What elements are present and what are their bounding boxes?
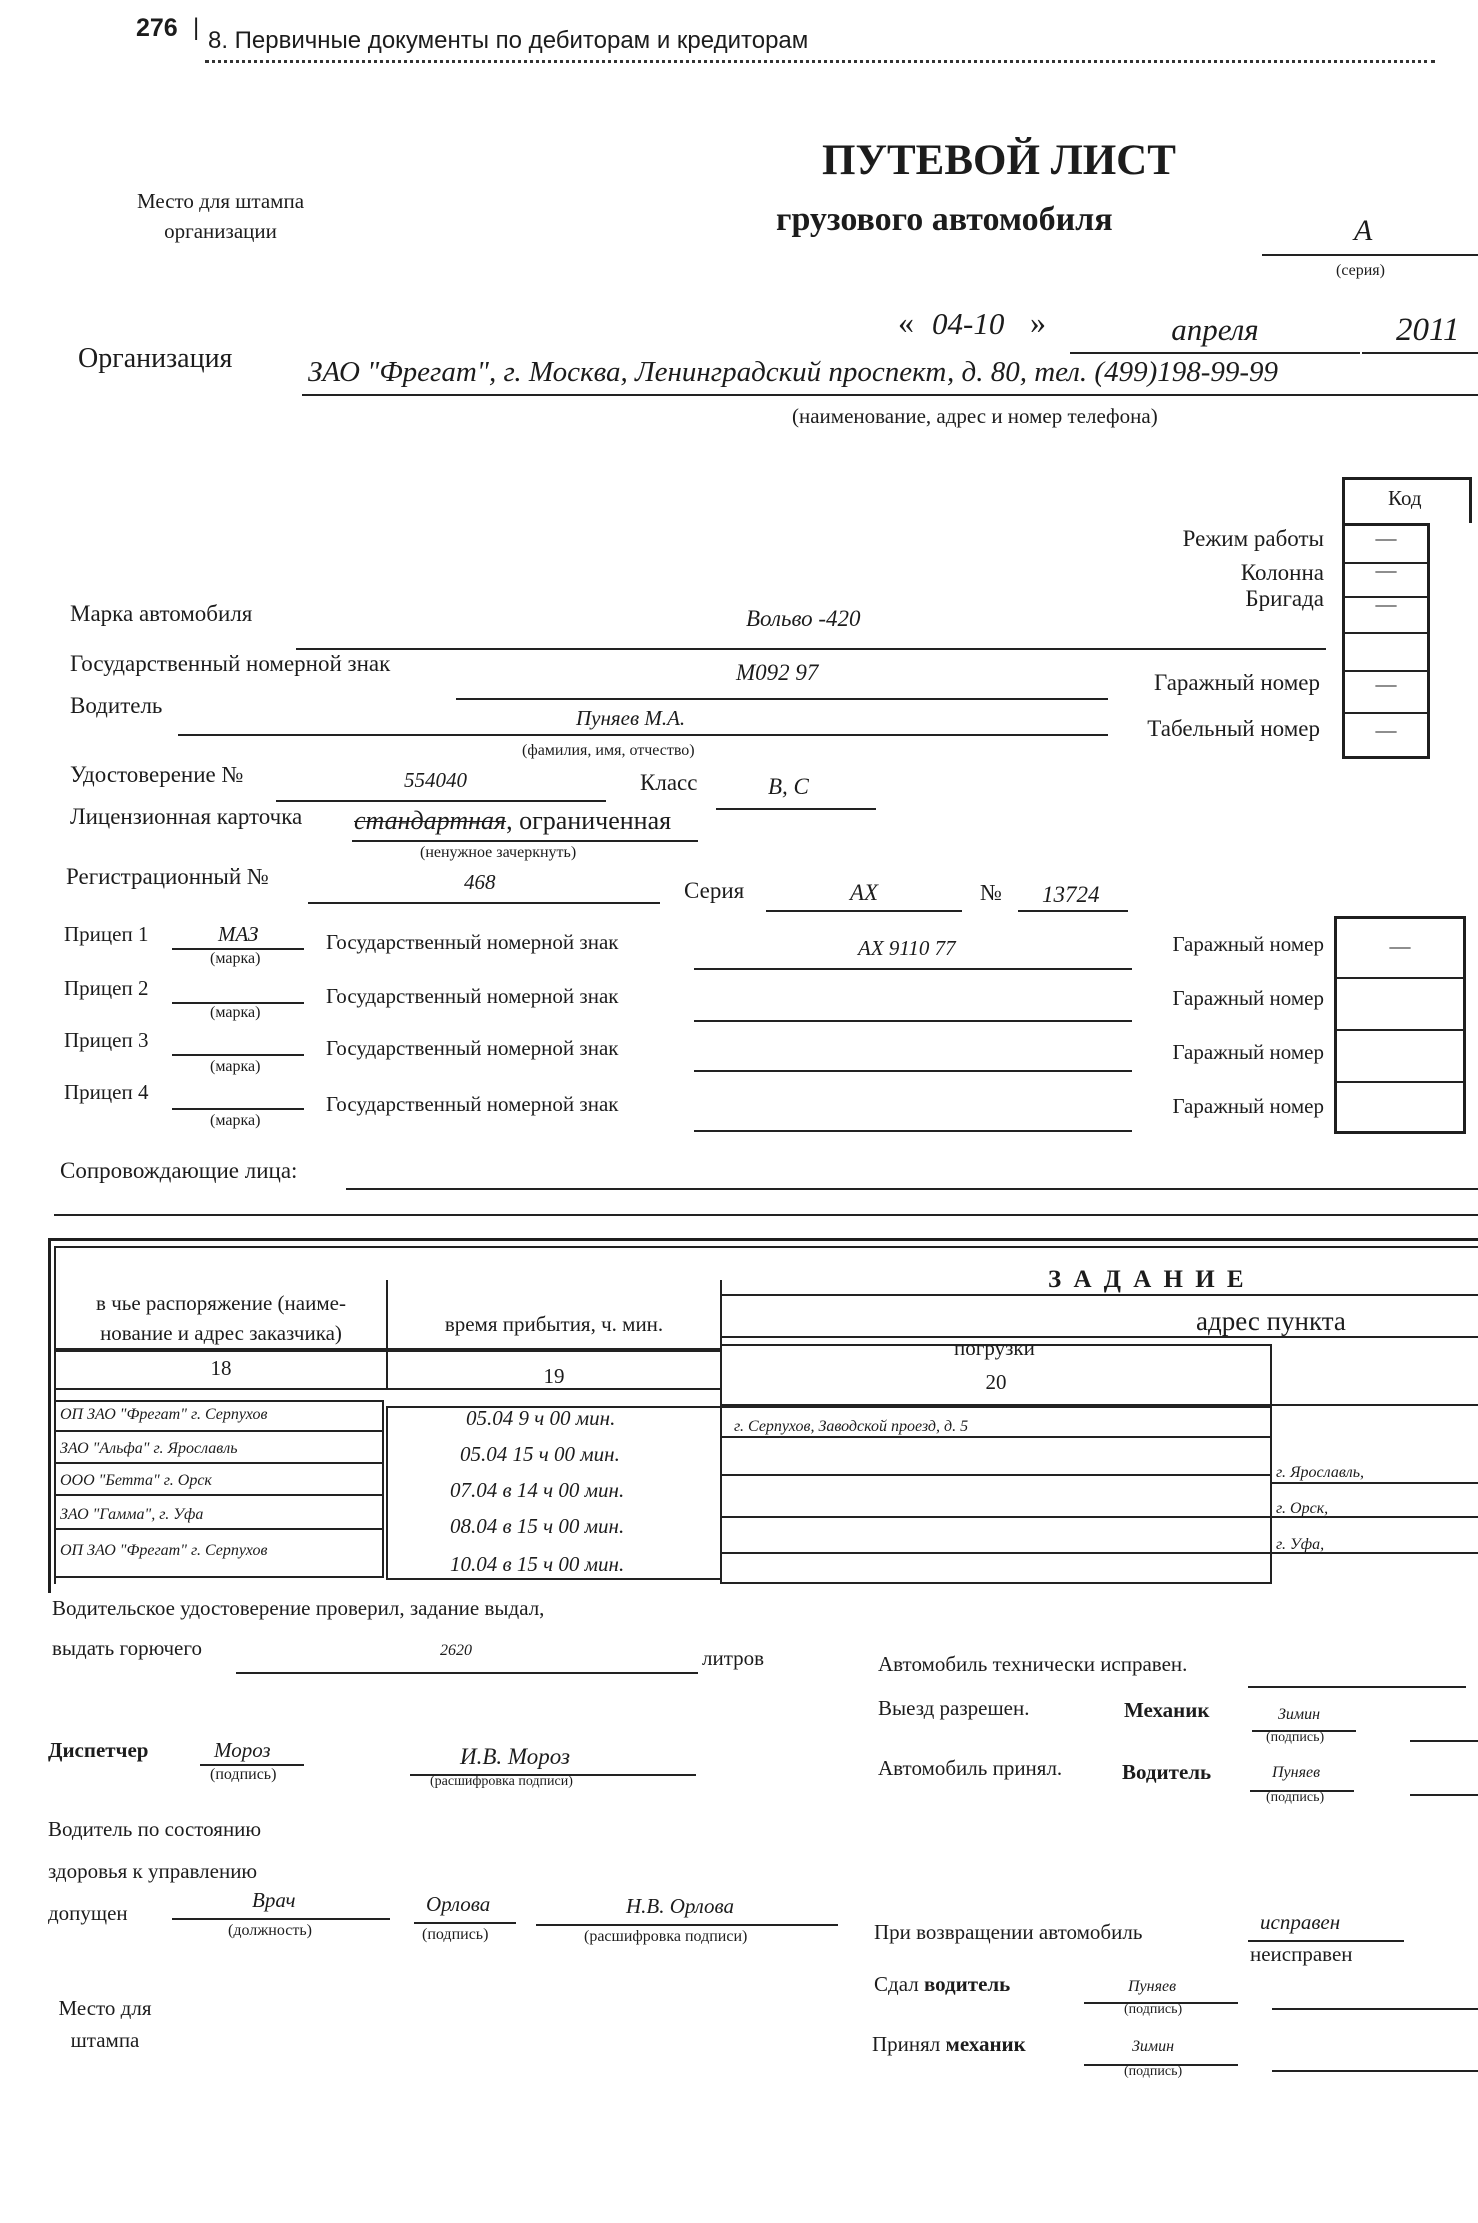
col2-header: время прибытия, ч. мин. bbox=[444, 1312, 664, 1336]
stamp-place-line-2: организации bbox=[164, 219, 277, 243]
row-1-loading: г. Серпухов, Заводской проезд, д. 5 bbox=[734, 1418, 969, 1435]
handed-word: Сдал bbox=[874, 1972, 919, 1996]
handed-extra-line bbox=[1272, 2008, 1478, 2010]
col3-header: адрес пункта bbox=[1196, 1306, 1346, 1336]
loading-rule-4 bbox=[720, 1552, 1272, 1554]
col3-number: 20 bbox=[985, 1370, 1007, 1394]
date-year: 2011 bbox=[1396, 312, 1460, 348]
driver-sign-label: Водитель bbox=[1122, 1760, 1212, 1784]
trailer-1-garage: — bbox=[1389, 934, 1411, 958]
trailer-4-brand-caption: (марка) bbox=[210, 1112, 261, 1129]
col3-sub: погрузки bbox=[954, 1336, 1035, 1360]
trailer-1-plate: АХ 9110 77 bbox=[858, 936, 956, 960]
row-2-unloading: г. Ярославль, bbox=[1276, 1464, 1365, 1481]
stamp-place-top bbox=[108, 186, 333, 246]
trailer-1-brand-caption: (марка) bbox=[210, 950, 261, 967]
col3-header-rule bbox=[722, 1336, 1478, 1338]
code-work-mode: — bbox=[1375, 526, 1397, 550]
license-line bbox=[276, 800, 606, 802]
trailer-3-plate-line bbox=[694, 1070, 1132, 1072]
handed-label bbox=[874, 1972, 1010, 1997]
received-label bbox=[872, 2032, 1026, 2057]
class-value: В, С bbox=[768, 774, 809, 799]
reg-series-label: Серия bbox=[684, 878, 745, 903]
doctor-sign-caption: (подпись) bbox=[422, 1926, 489, 1943]
series-line bbox=[1262, 254, 1478, 256]
trailer-2-brand-caption: (марка) bbox=[210, 1004, 261, 1021]
trailer-1-plate-line bbox=[694, 968, 1132, 970]
task-title: З А Д А Н И Е bbox=[1048, 1266, 1247, 1293]
exit-ok-text: Выезд разрешен. bbox=[878, 1696, 1030, 1720]
handed-sign-caption: (подпись) bbox=[1124, 2002, 1183, 2017]
date-year-line bbox=[1362, 352, 1478, 354]
received-role: механик bbox=[945, 2032, 1026, 2056]
return-bad: неисправен bbox=[1250, 1942, 1353, 1966]
doctor-position-line bbox=[172, 1918, 390, 1920]
column-label: Колонна bbox=[1240, 560, 1324, 585]
document-subtitle: грузового автомобиля bbox=[776, 201, 1113, 238]
doctor-decode-caption: (расшифровка подписи) bbox=[584, 1928, 748, 1945]
license-value: 554040 bbox=[404, 768, 467, 792]
organization-value: ЗАО "Фрегат", г. Москва, Ленинградский проспект, д. 80, тел. (499)198-99-99 bbox=[308, 356, 1279, 388]
date-day: 04-10 bbox=[932, 306, 1005, 341]
card-limited: , ограниченная bbox=[506, 806, 672, 835]
reg-label: Регистрационный № bbox=[66, 864, 269, 889]
driver-value: Пуняев М.А. bbox=[576, 706, 686, 730]
reg-num-label: № bbox=[980, 880, 1002, 905]
return-ok: исправен bbox=[1260, 1910, 1341, 1934]
reg-line bbox=[308, 902, 660, 904]
received-sign: Зимин bbox=[1132, 2038, 1175, 2055]
organization-label: Организация bbox=[78, 343, 233, 374]
card-label: Лицензионная карточка bbox=[70, 804, 303, 829]
row-4-unloading: г. Уфа, bbox=[1276, 1536, 1325, 1553]
mechanic-sign: Зимин bbox=[1278, 1706, 1321, 1723]
mechanic-extra-line bbox=[1410, 1740, 1478, 1742]
dispatcher-name: И.В. Мороз bbox=[460, 1744, 570, 1769]
row-4-time: 08.04 в 15 ч 00 мин. bbox=[450, 1514, 625, 1538]
return-label: При возвращении автомобиль bbox=[874, 1920, 1143, 1944]
trailer-2-label: Прицеп 2 bbox=[64, 976, 149, 1000]
trailer-2-plate-label: Государственный номерной знак bbox=[326, 984, 619, 1008]
doctor-position-caption: (должность) bbox=[228, 1922, 312, 1939]
fuel-unit: литров bbox=[702, 1646, 765, 1670]
mechanic-sign-caption: (подпись) bbox=[1266, 1730, 1325, 1745]
escort-line-1 bbox=[346, 1188, 1478, 1190]
code-garage-number: — bbox=[1375, 672, 1397, 696]
organization-caption: (наименование, адрес и номер телефона) bbox=[792, 404, 1158, 428]
row-3-customer: ООО "Бетта" г. Орск bbox=[60, 1472, 212, 1489]
trailer-1-brand: МАЗ bbox=[218, 922, 259, 946]
row-1-time: 05.04 9 ч 00 мин. bbox=[466, 1406, 616, 1430]
row-5-time: 10.04 в 15 ч 00 мин. bbox=[450, 1552, 625, 1576]
accepted-text: Автомобиль принял. bbox=[878, 1756, 1063, 1780]
dispatcher-sign: Мороз bbox=[214, 1738, 271, 1762]
trailer-4-brand-line bbox=[172, 1108, 304, 1110]
driver-line bbox=[178, 734, 1108, 736]
doctor-sign: Орлова bbox=[426, 1892, 491, 1916]
trailer-2-plate-line bbox=[694, 1020, 1132, 1022]
unloading-rule-1 bbox=[1272, 1482, 1478, 1484]
card-caption: (ненужное зачеркнуть) bbox=[420, 844, 577, 861]
fuel-line bbox=[236, 1672, 698, 1674]
date-month: апреля bbox=[1171, 312, 1259, 347]
handed-role: водитель bbox=[923, 1972, 1011, 1996]
driver-caption: (фамилия, имя, отчество) bbox=[522, 742, 695, 759]
organization-line bbox=[302, 394, 1478, 396]
reg-series-value: АХ bbox=[850, 880, 879, 905]
driver-sign-caption: (подпись) bbox=[1266, 1790, 1325, 1805]
row-4-customer: ЗАО "Гамма", г. Уфа bbox=[60, 1506, 204, 1523]
health-line-2: здоровья к управлению bbox=[48, 1859, 258, 1883]
document-title: ПУТЕВОЙ ЛИСТ bbox=[822, 137, 1176, 184]
trailer-3-garage-label: Гаражный номер bbox=[1172, 1040, 1324, 1064]
driver-sign: Пуняев bbox=[1272, 1764, 1321, 1781]
received-sign-caption: (подпись) bbox=[1124, 2064, 1183, 2079]
reg-num-value: 13724 bbox=[1042, 882, 1100, 907]
fuel-label: выдать горючего bbox=[52, 1636, 202, 1660]
trailer-4-label: Прицеп 4 bbox=[64, 1080, 149, 1104]
work-mode-label: Режим работы bbox=[1182, 526, 1324, 551]
brigade-label: Бригада bbox=[1245, 586, 1324, 611]
col1-header bbox=[58, 1288, 384, 1348]
doctor-sign-line bbox=[414, 1922, 516, 1924]
trailer-4-plate-line bbox=[694, 1130, 1132, 1132]
trailer-1-plate-label: Государственный номерной знак bbox=[326, 930, 619, 954]
doctor-name-line bbox=[536, 1924, 838, 1926]
received-word: Принял bbox=[872, 2032, 941, 2056]
trailer-3-plate-label: Государственный номерной знак bbox=[326, 1036, 619, 1060]
stamp-place-line-1: Место для штампа bbox=[136, 189, 305, 213]
received-extra-line bbox=[1272, 2070, 1478, 2072]
trailer-4-garage-label: Гаражный номер bbox=[1172, 1094, 1324, 1118]
row-5-customer: ОП ЗАО "Фрегат" г. Серпухов bbox=[60, 1542, 268, 1559]
reg-value: 468 bbox=[464, 870, 496, 894]
date-month-line bbox=[1070, 352, 1360, 354]
trailer-3-label: Прицеп 3 bbox=[64, 1028, 149, 1052]
class-label: Класс bbox=[640, 770, 698, 795]
col1-number: 18 bbox=[210, 1356, 232, 1380]
tech-ok-text: Автомобиль технически исправен. bbox=[878, 1652, 1188, 1676]
escort-label: Сопровождающие лица: bbox=[60, 1158, 298, 1183]
header-rule bbox=[205, 60, 1435, 63]
trailer-3-brand-caption: (марка) bbox=[210, 1058, 261, 1075]
trailer-1-label: Прицеп 1 bbox=[64, 922, 149, 946]
class-line bbox=[716, 808, 876, 810]
col4-number-cell bbox=[1270, 1344, 1478, 1406]
garage-number-label: Гаражный номер bbox=[1154, 670, 1320, 695]
code-header: Код bbox=[1388, 486, 1422, 510]
fuel-value: 2620 bbox=[440, 1642, 472, 1659]
health-line-1: Водитель по состоянию bbox=[48, 1817, 262, 1841]
doctor-position: Врач bbox=[252, 1888, 296, 1912]
task-table-inner-top bbox=[54, 1246, 1478, 1248]
reg-num-line bbox=[1018, 910, 1128, 912]
stamp-place-bottom-line-2: штампа bbox=[70, 2028, 140, 2052]
code-column: — bbox=[1375, 558, 1397, 582]
trailer-1-garage-label: Гаражный номер bbox=[1172, 932, 1324, 956]
driver-label: Водитель bbox=[70, 693, 163, 718]
row-1-customer: ОП ЗАО "Фрегат" г. Серпухов bbox=[60, 1406, 268, 1423]
col2-number: 19 bbox=[543, 1364, 565, 1388]
page-number: 276 bbox=[136, 14, 178, 42]
mechanic-label: Механик bbox=[1124, 1698, 1210, 1722]
card-standard: стандартная bbox=[354, 806, 507, 835]
brand-line bbox=[296, 648, 1326, 650]
code-brigade: — bbox=[1375, 592, 1397, 616]
chapter-title: 8. Первичные документы по дебиторам и кредиторам bbox=[208, 27, 809, 54]
brand-label: Марка автомобиля bbox=[70, 601, 253, 626]
row-3-time: 07.04 в 14 ч 00 мин. bbox=[450, 1478, 625, 1502]
trailer-2-garage-label: Гаражный номер bbox=[1172, 986, 1324, 1010]
series-value: A bbox=[1354, 214, 1373, 247]
dispatcher-decode-caption: (расшифровка подписи) bbox=[430, 1774, 573, 1789]
card-options bbox=[354, 806, 671, 836]
code-personnel-number: — bbox=[1375, 718, 1397, 742]
reg-series-line bbox=[766, 910, 962, 912]
tech-ok-line bbox=[1248, 1686, 1466, 1688]
task-title-rule bbox=[722, 1294, 1478, 1296]
plate-value: М092 97 bbox=[736, 660, 819, 685]
card-line bbox=[352, 840, 698, 842]
checked-text: Водительское удостоверение проверил, задание выдал, bbox=[52, 1596, 545, 1620]
date-quote-open: « bbox=[898, 304, 914, 340]
personnel-number-label: Табельный номер bbox=[1147, 716, 1320, 741]
loading-rule-2 bbox=[720, 1474, 1272, 1476]
row-2-customer: ЗАО "Альфа" г. Ярославль bbox=[60, 1440, 238, 1457]
stamp-place-bottom-line-1: Место для bbox=[58, 1996, 152, 2020]
driver-extra-line bbox=[1410, 1794, 1478, 1796]
col1-header-line-2: нование и адрес заказчика) bbox=[100, 1321, 342, 1345]
health-line-3: допущен bbox=[48, 1901, 128, 1925]
loading-rule-1 bbox=[720, 1436, 1272, 1438]
loading-rule-3 bbox=[720, 1516, 1272, 1518]
stamp-place-bottom bbox=[50, 1992, 160, 2056]
license-label: Удостоверение № bbox=[70, 762, 244, 787]
row-3-unloading: г. Орск, bbox=[1276, 1500, 1329, 1517]
doctor-name: Н.В. Орлова bbox=[626, 1894, 734, 1918]
series-caption: (серия) bbox=[1336, 262, 1385, 279]
escort-line-2 bbox=[54, 1214, 1478, 1216]
trailer-4-plate-label: Государственный номерной знак bbox=[326, 1092, 619, 1116]
health-text bbox=[48, 1808, 261, 1934]
row-2-time: 05.04 15 ч 00 мин. bbox=[460, 1442, 620, 1466]
date-quote-close: » bbox=[1030, 304, 1046, 340]
header-separator: | bbox=[193, 14, 200, 41]
brand-value: Вольво -420 bbox=[746, 606, 861, 631]
plate-label: Государственный номерной знак bbox=[70, 651, 391, 676]
plate-line bbox=[456, 698, 1108, 700]
handed-sign: Пуняев bbox=[1128, 1978, 1177, 1995]
col1-header-line-1: в чье распоряжение (наиме- bbox=[96, 1291, 346, 1315]
dispatcher-label: Диспетчер bbox=[48, 1738, 149, 1762]
dispatcher-sign-caption: (подпись) bbox=[210, 1766, 277, 1783]
trailer-3-brand-line bbox=[172, 1054, 304, 1056]
